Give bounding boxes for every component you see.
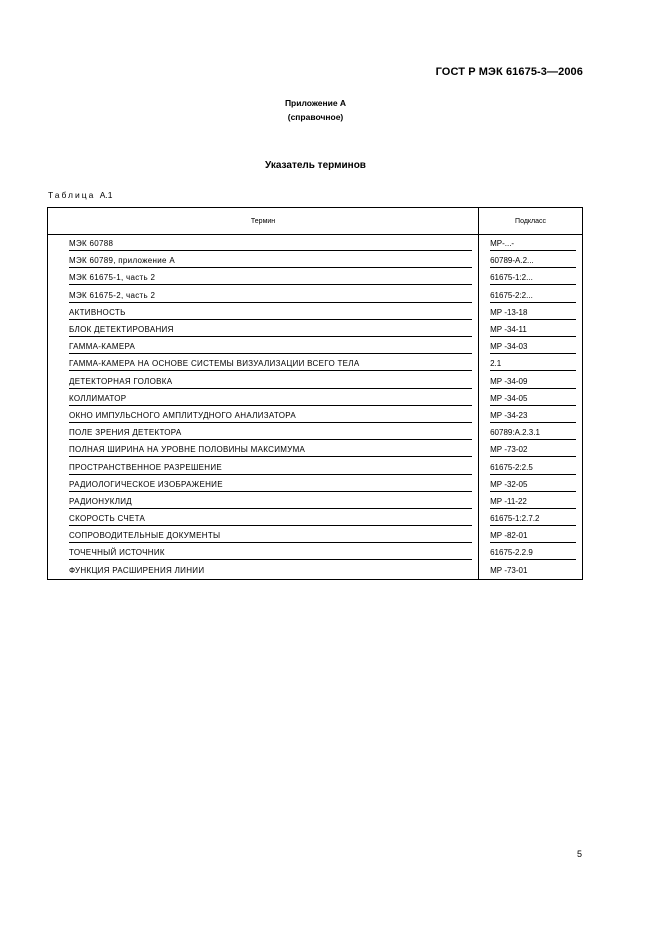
subclass-cell [479, 424, 583, 441]
subclass-column-header: Подкласс [479, 208, 583, 235]
table-row [48, 544, 583, 561]
subclass-text: МР -34-03 [490, 339, 576, 354]
table-row [48, 373, 583, 390]
subclass-cell [479, 338, 583, 355]
subclass-cell [479, 252, 583, 269]
table-row [48, 338, 583, 355]
appendix-heading [0, 96, 631, 124]
table-row [48, 287, 583, 304]
term-text: РАДИОНУКЛИД [69, 494, 472, 509]
subclass-cell [479, 269, 583, 286]
term-cell [48, 321, 479, 338]
term-text: ДЕТЕКТОРНАЯ ГОЛОВКА [69, 374, 472, 389]
table-row [48, 441, 583, 458]
subclass-cell [479, 407, 583, 424]
subclass-cell [479, 441, 583, 458]
table-row [48, 424, 583, 441]
subclass-text: 60789:А.2.3.1 [490, 425, 576, 440]
term-text: ФУНКЦИЯ РАСШИРЕНИЯ ЛИНИИ [69, 566, 205, 576]
term-text: ПОЛЕ ЗРЕНИЯ ДЕТЕКТОРА [69, 425, 472, 440]
table-row [48, 355, 583, 372]
term-cell [48, 441, 479, 458]
term-cell [48, 562, 479, 580]
table-caption [48, 190, 112, 200]
table-header-row [48, 208, 583, 235]
term-text: ПРОСТРАНСТВЕННОЕ РАЗРЕШЕНИЕ [69, 460, 472, 475]
subclass-text: МР -73-02 [490, 442, 576, 457]
term-text: МЭК 61675-1, часть 2 [69, 270, 472, 285]
table-row [48, 407, 583, 424]
table-row [48, 304, 583, 321]
table-row [48, 493, 583, 510]
table-row [48, 390, 583, 407]
terms-table [47, 207, 583, 580]
term-cell [48, 458, 479, 475]
subclass-text: МР -34-09 [490, 374, 576, 389]
term-text: АКТИВНОСТЬ [69, 305, 472, 320]
table-row [48, 321, 583, 338]
subclass-cell [479, 562, 583, 580]
term-column-header: Термин [48, 208, 479, 235]
subclass-cell [479, 527, 583, 544]
subclass-text: МР -13-18 [490, 305, 576, 320]
term-text: МЭК 60788 [69, 236, 472, 251]
subclass-cell [479, 304, 583, 321]
term-text: МЭК 60789, приложение А [69, 253, 472, 268]
subclass-cell [479, 458, 583, 475]
subclass-text: МР -34-23 [490, 408, 576, 423]
term-text: РАДИОЛОГИЧЕСКОЕ ИЗОБРАЖЕНИЕ [69, 477, 472, 492]
subclass-cell [479, 476, 583, 493]
term-text: СКОРОСТЬ СЧЕТА [69, 511, 472, 526]
page-number: 5 [577, 849, 583, 859]
table-row [48, 476, 583, 493]
term-cell [48, 338, 479, 355]
subclass-text: 61675-2:2... [490, 288, 576, 303]
appendix-subtitle: (справочное) [287, 112, 344, 122]
terms-table-body [48, 235, 583, 580]
subclass-text: МР -11-22 [490, 494, 576, 509]
table-row [48, 527, 583, 544]
subclass-cell [479, 355, 583, 372]
term-cell [48, 355, 479, 372]
term-cell [48, 269, 479, 286]
subclass-cell [479, 493, 583, 510]
table-caption-number: А.1 [99, 190, 113, 200]
subclass-text: МР -73-01 [490, 566, 528, 576]
term-cell [48, 527, 479, 544]
term-cell [48, 424, 479, 441]
term-text: СОПРОВОДИТЕЛЬНЫЕ ДОКУМЕНТЫ [69, 528, 472, 543]
term-cell [48, 390, 479, 407]
subclass-cell [479, 287, 583, 304]
table-row [48, 458, 583, 475]
subclass-cell [479, 235, 583, 253]
subclass-cell [479, 544, 583, 561]
subclass-text: 61675-2:2.5 [490, 460, 576, 475]
subclass-text: 2.1 [490, 356, 576, 371]
subclass-text: 61675-1:2... [490, 270, 576, 285]
term-cell [48, 304, 479, 321]
table-row [48, 269, 583, 286]
term-cell [48, 493, 479, 510]
term-text: БЛОК ДЕТЕКТИРОВАНИЯ [69, 322, 472, 337]
term-cell [48, 287, 479, 304]
table-row [48, 562, 583, 580]
subclass-text: МР-...- [490, 236, 576, 251]
subclass-cell [479, 373, 583, 390]
term-text: ГАММА-КАМЕРА [69, 339, 472, 354]
subclass-text: 60789-А.2... [490, 253, 576, 268]
table-row [48, 235, 583, 253]
appendix-title: Приложение А [284, 98, 347, 108]
subclass-text: 61675-1:2.7.2 [490, 511, 576, 526]
term-cell [48, 407, 479, 424]
subclass-text: МР -34-11 [490, 322, 576, 337]
subclass-cell [479, 510, 583, 527]
term-cell [48, 476, 479, 493]
subclass-text: 61675-2.2.9 [490, 545, 576, 560]
subclass-text: МР -34-05 [490, 391, 576, 406]
term-text: КОЛЛИМАТОР [69, 391, 472, 406]
table-row [48, 510, 583, 527]
document-code: ГОСТ Р МЭК 61675-3—2006 [435, 66, 583, 78]
term-text: ТОЧЕЧНЫЙ ИСТОЧНИК [69, 545, 472, 560]
term-text: ГАММА-КАМЕРА НА ОСНОВЕ СИСТЕМЫ ВИЗУАЛИЗАЦИИ ВСЕГО ТЕЛА [69, 356, 472, 371]
table-row [48, 252, 583, 269]
subclass-cell [479, 321, 583, 338]
term-cell [48, 510, 479, 527]
term-text: ПОЛНАЯ ШИРИНА НА УРОВНЕ ПОЛОВИНЫ МАКСИМУМА [69, 442, 472, 457]
term-cell [48, 373, 479, 390]
term-text: ОКНО ИМПУЛЬСНОГО АМПЛИТУДНОГО АНАЛИЗАТОРА [69, 408, 472, 423]
term-text: МЭК 61675-2, часть 2 [69, 288, 472, 303]
term-cell [48, 544, 479, 561]
subclass-text: МР -82-01 [490, 528, 576, 543]
term-cell [48, 252, 479, 269]
table-caption-label: Таблица [48, 190, 96, 200]
subclass-cell [479, 390, 583, 407]
index-title: Указатель терминов [265, 160, 366, 171]
subclass-text: МР -32-05 [490, 477, 576, 492]
term-cell [48, 235, 479, 253]
